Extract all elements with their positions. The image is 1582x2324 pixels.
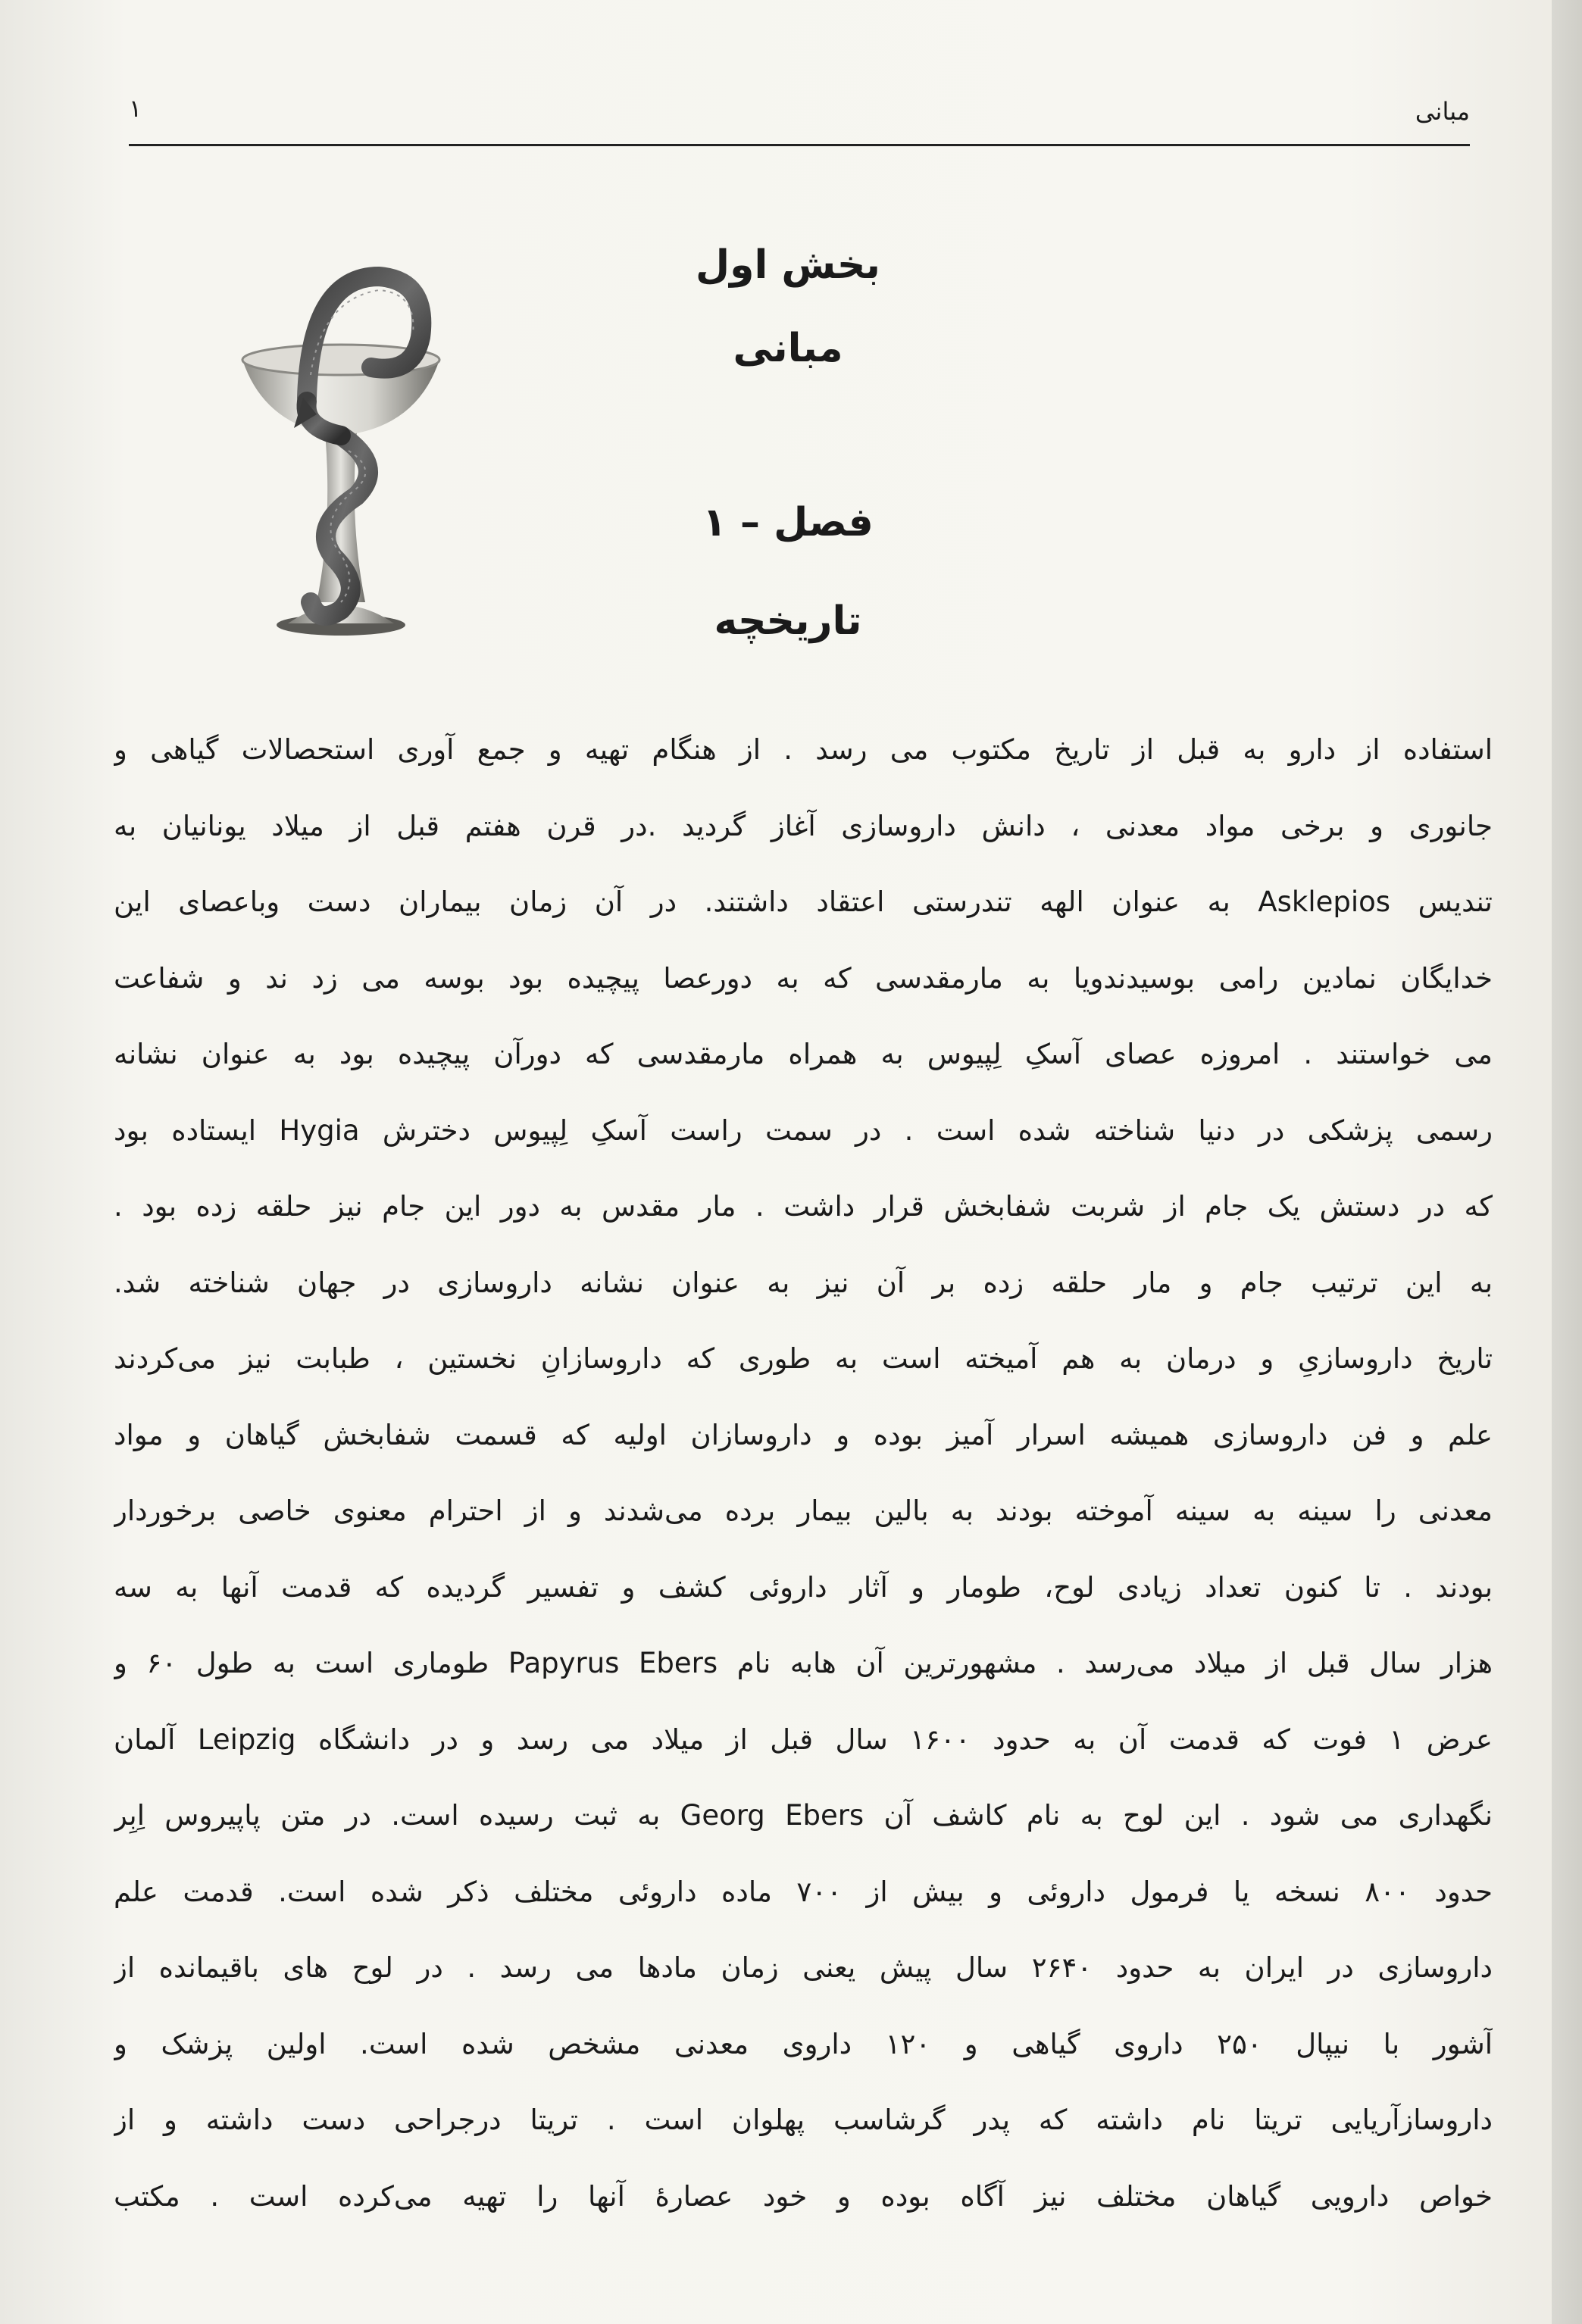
running-head bbox=[129, 91, 1470, 136]
text-line: که در دستش یک جام از شربت شفابخش قرار داشت . مار مقدس به دور این جام نیز حلقه زده بود . bbox=[114, 1190, 1493, 1223]
text-line: علم و فن داروسازی همیشه اسرار آمیز بوده و داروسازان اولیه که قسمت شفابخش گیاهان و مواد bbox=[114, 1418, 1493, 1451]
text-line: معدنی را سینه به سینه آموخته بودند به بالین بیمار برده می‌شدند و از احترام معنوی خاصی برخوردار bbox=[114, 1495, 1493, 1527]
part-title: مبانی bbox=[733, 326, 843, 371]
text-line: خدایگان نمادین رامی بوسیدندویا به مارمقدسی که به دورعصا پیچیده بود بوسه می زد ند و شفاعت bbox=[114, 961, 1493, 995]
text-line: رسمی پزشکی در دنیا شناخته شده است . در سمت راست آسکِ لِپیوس دخترش Hygia ایستاده بود bbox=[114, 1114, 1493, 1147]
text-line: استفاده از دارو به قبل از تاریخ مکتوب می رسد . از هنگام تهیه و جمع آوری استحصالات گیاهی و bbox=[114, 733, 1493, 766]
bowl-of-hygieia-icon bbox=[227, 246, 455, 640]
text-line: حدود ۸۰۰ نسخه یا فرمول داروئی و بیش از ۷۰۰ ماده داروئی مختلف ذکر شده است. قدمت علم bbox=[114, 1875, 1493, 1908]
part-label: بخش اول bbox=[696, 242, 880, 288]
page-number: ۱ bbox=[129, 94, 142, 123]
text-line: تاریخ داروسازیِ و درمان به هم آمیخته است به طوری که داروسازانِ نخستین ، طبابت نیز می‌کردند bbox=[114, 1342, 1493, 1375]
text-line: هزار سال قبل از میلاد می‌رسد . مشهورترین آن هابه نام Papyrus Ebers طوماری است به طول ۶۰ و bbox=[114, 1647, 1493, 1679]
header-rule bbox=[129, 144, 1470, 146]
text-line: به این ترتیب جام و مار حلقه زده بر آن نیز به عنوان نشانه داروسازی در جهان شناخته شد. bbox=[114, 1266, 1493, 1299]
text-line: داروسازآریایی تریتا نام داشته که پدر گرشاسب پهلوان است . تریتا درجراحی دست داشته و از bbox=[114, 2104, 1493, 2136]
text-line: نگهداری می شود . این لوح به نام کاشف آن Georg Ebers به ثبت رسیده است. در متن پاپیروس اِبِر bbox=[114, 1799, 1493, 1832]
text-line: بودند . تا کنون تعداد زیادی لوح، طومار و آثار داروئی کشف و تفسیر گردیده که قدمت آنها به سه bbox=[114, 1570, 1493, 1604]
text-line: می خواستند . امروزه عصای آسکِ لِپیوس به همراه مارمقدسی که دورآن پیچیده بود به عنوان نشانه bbox=[114, 1038, 1493, 1070]
text-line: تندیس Asklepios به عنوان الهه تندرستی اعتقاد داشتند. در آن زمان بیماران دست وباعصای این bbox=[114, 886, 1493, 918]
chapter-label: فصل – ۱ bbox=[702, 500, 874, 545]
text-line: جانوری و برخی مواد معدنی ، دانش داروسازی آغاز گردید .در قرن هفتم قبل از میلاد یونانیان به bbox=[114, 809, 1493, 842]
body-text bbox=[114, 712, 1493, 2235]
text-line: خواص دارویی گیاهان مختلف نیز آگاه بوده و خود عصارهٔ آنها را تهیه می‌کرده است . مکتب bbox=[114, 2179, 1493, 2213]
chapter-title: تاریخچه bbox=[714, 598, 862, 644]
text-line: داروسازی در ایران به حدود ۲۶۴۰ سال پیش یعنی زمان مادها می رسد . در لوح های باقیمانده از bbox=[114, 1951, 1493, 1984]
page-edge bbox=[1552, 0, 1582, 2324]
text-line: آشور با نیپال ۲۵۰ داروی گیاهی و ۱۲۰ داروی معدنی مشخص شده است. اولین پزشک و bbox=[114, 2027, 1493, 2060]
text-line: عرض ۱ فوت که قدمت آن به حدود ۱۶۰۰ سال قبل از میلاد می رسد و در دانشگاه Leipzig آلمان bbox=[114, 1723, 1493, 1756]
running-title: مبانی bbox=[1415, 97, 1470, 126]
